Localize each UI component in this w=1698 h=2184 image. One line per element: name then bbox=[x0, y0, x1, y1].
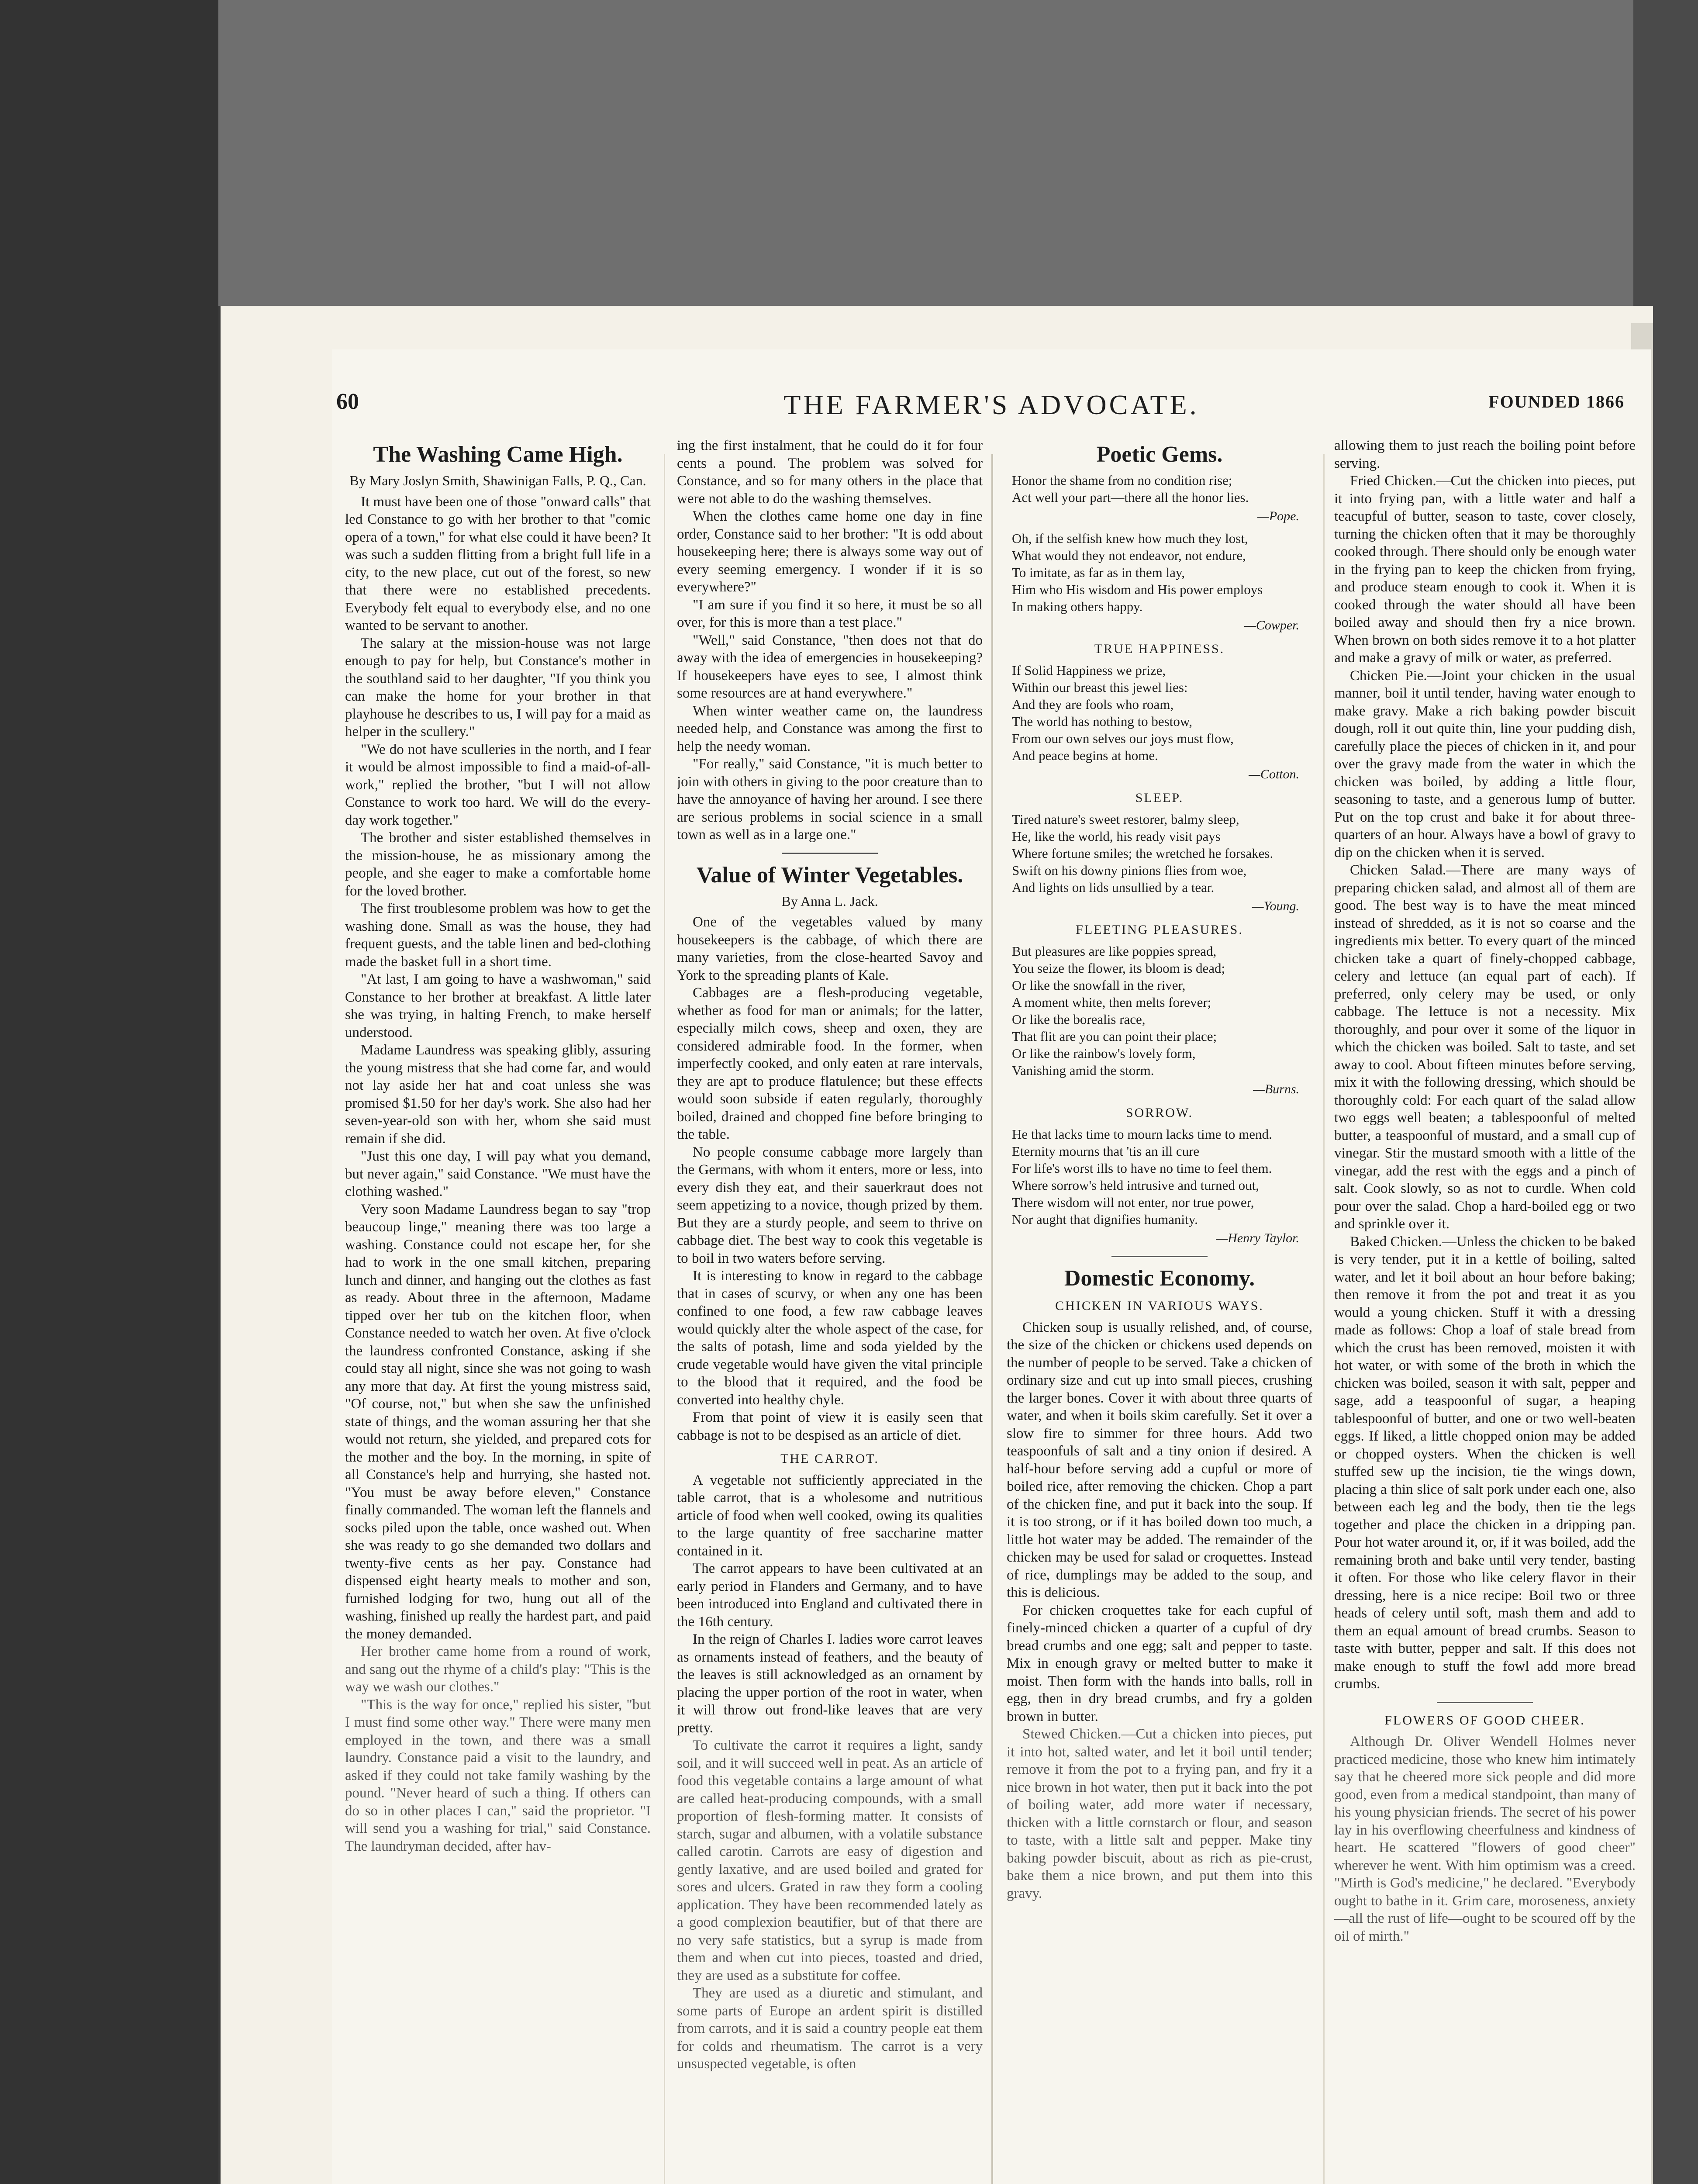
poem-line: Honor the shame from no condition rise; bbox=[1012, 473, 1232, 488]
paragraph: The carrot appears to have been cultivated at an early period in Flanders and Germany, and to have been introduced into England and cultivated there in the 16th century. bbox=[677, 1561, 983, 1630]
byline: By Mary Joslyn Smith, Shawinigan Falls, P. Q., Can. bbox=[349, 473, 646, 488]
paragraph: Stewed Chicken.—Cut a chicken into pieces, put it into hot, salted water, and let it boil until tender; remove it from the pot to a frying pan, and fry it a nice brown in hot water, then put it back into the pot of boiling water, add more water if necessary, thicken with a little cornstarch or flour, and season to taste, with a little salt and pepper. Make tiny baking powder biscuit, about as rich as pie-crust, bake them a nice brown, and put them into this gravy. bbox=[1007, 1726, 1312, 1901]
section-rule bbox=[1437, 1702, 1533, 1703]
poem bbox=[1007, 472, 1312, 506]
film-border-top bbox=[0, 0, 1698, 306]
poem bbox=[1007, 811, 1312, 896]
paragraph: "For really," said Constance, "it is much better to join with others in giving to the poor creature than to have the annoyance of having her around. I see there are serious problems in social science in a small town as well as in a large one." bbox=[677, 756, 983, 843]
subheading: THE CARROT. bbox=[780, 1451, 879, 1466]
column-1 bbox=[345, 437, 651, 2184]
poem-line: From our own selves our joys must flow, bbox=[1012, 730, 1234, 746]
poem-line: He, like the world, his ready visit pays bbox=[1012, 828, 1221, 844]
article-title: Poetic Gems. bbox=[1096, 442, 1223, 467]
paragraph: It must have been one of those "onward calls" that led Constance to go with her brother to that "comic opera of a town," for what else could it have been? It was such a sudden flitting from a bright full life in a city, to the new place, cut out of the forest, so new that there were no established precedents. Everybody felt equal to everybody else, and no one wanted to be servant to another. bbox=[345, 494, 651, 633]
masthead: THE FARMER'S ADVOCATE. bbox=[783, 389, 1199, 420]
paragraph: "I am sure if you find it so here, it must be so all over, for this is more than a test place." bbox=[677, 597, 983, 630]
poem-line: That flit are you can point their place; bbox=[1012, 1028, 1217, 1044]
poem-attribution: —Cowper. bbox=[1244, 618, 1299, 632]
article-title: Domestic Economy. bbox=[1064, 1266, 1255, 1291]
center-fold bbox=[991, 454, 993, 2184]
poem-line: But pleasures are like poppies spread, bbox=[1012, 943, 1217, 959]
subheading: TRUE HAPPINESS. bbox=[1094, 642, 1225, 656]
paragraph: "This is the way for once," replied his sister, "but I must find some other way." There were many men employed in the town, and there was a small laundry. Constance paid a visit to the laundry, and asked if they could not take family washing by the pound. "Never heard of such a thing. If others can do so in other places I can," said the proprietor. "I will send you a washing for trial," said Constance. The laundryman decided, after hav- bbox=[345, 1697, 651, 1854]
paragraph: It is interesting to know in regard to the cabbage that in cases of scurvy, or when any one has been confined to one food, a few raw cabbage leaves would quickly alter the whole aspect of the case, for the salts of potash, lime and soda yielded by the crude vegetable would have given the vital principle to the blood that it required, and the food be converted into healthy chyle. bbox=[677, 1268, 983, 1408]
film-border-left bbox=[0, 0, 218, 2184]
newspaper-page bbox=[221, 306, 1653, 2184]
poem-line: Where sorrow's held intrusive and turned out, bbox=[1012, 1177, 1260, 1193]
poem-line: To imitate, as far as in them lay, bbox=[1012, 564, 1185, 580]
column-gutter bbox=[1323, 454, 1325, 2184]
poem bbox=[1007, 530, 1312, 615]
paragraph: Chicken Pie.—Joint your chicken in the usual manner, boil it until tender, having water enough to make gravy. Make a rich baking powder biscuit dough, roll it out quite thin, line your pudding dish, carefully place the pieces of chicken in it, and pour over the gravy made from the water in which the chicken was boiled, by adding a little flour, seasoning to taste, and a generous lump of butter. Put on the top crust and bake it for about three-quarters of an hour. Always have a bowl of gravy to dip on the chicken when it is served. bbox=[1334, 667, 1636, 860]
page-sheet bbox=[332, 349, 1651, 2184]
poem-line: Nor aught that dignifies humanity. bbox=[1012, 1211, 1198, 1227]
paragraph: allowing them to just reach the boiling point before serving. bbox=[1334, 438, 1636, 471]
poem-line: Or like the borealis race, bbox=[1012, 1011, 1146, 1027]
article-title: The Washing Came High. bbox=[373, 442, 623, 467]
poem-line: Vanishing amid the storm. bbox=[1012, 1062, 1154, 1078]
paragraph: ing the first instalment, that he could do it for four cents a pound. The problem was solved for Constance, and so for many others in the place that were not able to do the washing themselves. bbox=[677, 438, 983, 507]
paragraph: No people consume cabbage more largely than the Germans, with whom it enters, more or less, into every dish they eat, and their sauerkraut does not seem appetizing to a novice, though prized by them. But they are a sturdy people, and seem to thrive on cabbage diet. The best way to cook this vegetable is to boil in two waters before serving. bbox=[677, 1144, 983, 1266]
paragraph: Her brother came home from a round of work, and sang out the rhyme of a child's play: "This is the way we wash our clothes." bbox=[345, 1644, 651, 1695]
poem-line: Him who His wisdom and His power employs bbox=[1012, 581, 1263, 597]
paragraph: One of the vegetables valued by many housekeepers is the cabbage, of which there are many varieties, from the close-hearted Savoy and York to the spreading plants of Kale. bbox=[677, 914, 983, 983]
paragraph: In the reign of Charles I. ladies wore carrot leaves as ornaments instead of feathers, and the beauty of the leaves is still acknowledged as an ornament by placing the upper portion of the root in water, when it will throw out frond-like leaves that are very pretty. bbox=[677, 1631, 983, 1736]
poem-line: Swift on his downy pinions flies from woe, bbox=[1012, 862, 1247, 878]
poem-line: Eternity mourns that 'tis an ill cure bbox=[1012, 1143, 1200, 1159]
poem-line: And peace begins at home. bbox=[1012, 747, 1158, 763]
poem-line: You seize the flower, its bloom is dead; bbox=[1012, 960, 1225, 976]
poem-attribution: —Cotton. bbox=[1249, 767, 1299, 781]
paragraph: "Just this one day, I will pay what you demand, but never again," said Constance. "We must have the clothing washed." bbox=[345, 1148, 651, 1199]
paragraph: The first troublesome problem was how to get the washing done. Small as was the house, they had frequent guests, and the table linen and bed-clothing made the basket full in a short time. bbox=[345, 901, 651, 970]
paragraph: To cultivate the carrot it requires a light, sandy soil, and it will succeed well in peat. As an article of food this vegetable contains a large amount of what are called heat-producing compounds, with a small proportion of flesh-forming matter. It consists of starch, sugar and albumen, with a volatile substance called carotin. Carrots are easy of digestion and gently laxative, and are used boiled and grated for sores and ulcers. Grated in raw they form a cooling application. They have been recommended lately as a good complexion beautifier, but of that there are no very safe statistics, but a syrup is made from them and when cut into pieces, toasted and dried, they are used as a substitute for coffee. bbox=[677, 1738, 983, 1984]
page-number: 60 bbox=[336, 389, 359, 414]
paragraph: When winter weather came on, the laundress needed help, and Constance was among the first to help the needy woman. bbox=[677, 703, 983, 754]
subheading: SORROW. bbox=[1125, 1106, 1194, 1120]
paragraph: Fried Chicken.—Cut the chicken into pieces, put it into frying pan, with a little water and half a teacupful of butter, season to taste, cover closely, turning the chicken often that it may be thoroughly cooked through. There should only be enough water in the frying pan to keep the chicken from frying, and produce steam enough to cook it. When it is cooked through the water should all have been boiled away and should then fry a nice brown. When brown on both sides remove it to a hot platter and make a gravy of milk or water, as preferred. bbox=[1334, 473, 1636, 666]
section-rule bbox=[782, 853, 878, 854]
paragraph: From that point of view it is easily seen that cabbage is not to be despised as an article of diet. bbox=[677, 1410, 983, 1443]
poem bbox=[1007, 943, 1312, 1079]
poem-line: Or like the rainbow's lovely form, bbox=[1012, 1045, 1196, 1061]
paragraph: For chicken croquettes take for each cupful of finely-minced chicken a quarter of a cupful of dry bread crumbs and one egg; salt and pepper to taste. Mix in enough gravy or melted butter to make it moist. Then form with the hands into balls, roll in egg, then in dry bread crumbs, and fry a golden brown in butter. bbox=[1007, 1602, 1312, 1724]
column-4 bbox=[1334, 437, 1636, 2184]
paragraph: The salary at the mission-house was not large enough to pay for help, but Constance's mother in the southland said to her daughter, "If you think you can make the home for your brother in that playhouse he describes to us, I will pay for a maid as helper in the scullery." bbox=[345, 635, 651, 740]
column-gutter bbox=[664, 454, 665, 2184]
paragraph: Cabbages are a flesh-producing vegetable, whether as food for man or animals; for the latter, especially milch cows, sheep and oxen, they are considered admirable food. In the former, when imperfectly cooked, and only eaten at rare intervals, they are apt to produce flatulence; but these effects would soon subside if eaten regularly, thoroughly boiled, drained and chopped fine before bringing to the table. bbox=[677, 985, 983, 1142]
poem-attribution: —Burns. bbox=[1253, 1082, 1299, 1096]
poem-line: There wisdom will not enter, nor true power, bbox=[1012, 1194, 1254, 1210]
poem-line: And lights on lids unsullied by a tear. bbox=[1012, 879, 1215, 895]
paragraph: They are used as a diuretic and stimulant, and some parts of Europe an ardent spirit is distilled from carrots, and it is said a country people eat them for colds and rheumatism. The carrot is a very unsuspected vegetable, is often bbox=[677, 1985, 983, 2072]
poem-attribution: —Young. bbox=[1252, 898, 1299, 913]
subheading: FLOWERS OF GOOD CHEER. bbox=[1384, 1713, 1585, 1728]
page-header bbox=[332, 389, 1633, 428]
subheading: FLEETING PLEASURES. bbox=[1076, 923, 1243, 937]
poem-line: A moment white, then melts forever; bbox=[1012, 994, 1211, 1010]
subheading: CHICKEN IN VARIOUS WAYS. bbox=[1055, 1299, 1264, 1313]
poem-line: What would they not endeavor, not endure, bbox=[1012, 547, 1246, 563]
section-rule bbox=[1111, 1256, 1208, 1257]
paragraph: Very soon Madame Laundress began to say "trop beaucoup linge," meaning there was too large a washing. Constance could not escape her, for she had to work in the one small kitchen, preparing lunch and dinner, and hanging out the clothes as fast as ready. About three in the afternoon, Madame tipped over her tub on the kitchen floor, when Constance needed to watch her oven. At five o'clock the laundress confronted Constance, asking if she could stay all night, since she was not going to wash any more that day. At first the young mistress said, "Of course, not," but when she saw the unfinished state of things, and the woman assuring her that she would not return, she yielded, and prepared cots for the mother and the boy. In the morning, in spite of all Constance's help and hurrying, she hasted not. "You must be away before eleven," Constance finally commanded. The woman left the flannels and socks piled upon the table, once washed out. When she was ready to go she demanded two dollars and twenty-five cents as her pay. Constance had dispensed eight hearty meals to mother and son, furnished lodging for two, hung out all of the washing, finished up really the hardest part, and paid the money demanded. bbox=[345, 1201, 651, 1642]
poem-line: Act well your part—there all the honor lies. bbox=[1012, 490, 1249, 505]
poem-line: And they are fools who roam, bbox=[1012, 696, 1174, 712]
paragraph: The brother and sister established themselves in the mission-house, he as missionary among the people, and she eager to make a comfortable home for the loved brother. bbox=[345, 830, 651, 899]
poem-line: For life's worst ills to have no time to feel them. bbox=[1012, 1160, 1272, 1176]
byline: By Anna L. Jack. bbox=[781, 893, 878, 909]
poem-line: Where fortune smiles; the wretched he forsakes. bbox=[1012, 845, 1274, 861]
poem bbox=[1007, 1126, 1312, 1228]
paragraph: When the clothes came home one day in fine order, Constance said to her brother: "It is odd about housekeeping here; there is always some way out of every seeming emergency. I wonder if it is so everywhere?" bbox=[677, 508, 983, 595]
paragraph: A vegetable not sufficiently appreciated in the table carrot, that is a wholesome and nutritious article of food when well cooked, owing its qualities to the large quantity of free saccharine matter contained in it. bbox=[677, 1472, 983, 1559]
subheading: SLEEP. bbox=[1135, 791, 1184, 805]
poem-line: Or like the snowfall in the river, bbox=[1012, 977, 1186, 993]
poem-line: Within our breast this jewel lies: bbox=[1012, 679, 1188, 695]
paragraph: Madame Laundress was speaking glibly, assuring the young mistress that she had come far, and would not lay aside her hat and coat unless she was promised $1.50 for her day's work. She also had her seven-year-old son with her, whom she said must remain if she did. bbox=[345, 1042, 651, 1147]
poem-line: In making others happy. bbox=[1012, 598, 1143, 614]
column-3 bbox=[1007, 437, 1312, 2184]
founded-note: FOUNDED 1866 bbox=[1488, 392, 1625, 411]
paragraph: "At last, I am going to have a washwoman," said Constance to her brother at breakfast. A little later she was trying, in halting French, to make herself understood. bbox=[345, 971, 651, 1040]
poem-attribution: —Pope. bbox=[1257, 509, 1299, 523]
poem bbox=[1007, 662, 1312, 764]
paragraph: Chicken Salad.—There are many ways of preparing chicken salad, and almost all of them are good. The best way is to have the meat minced instead of shredded, as it is not so coarse and the ingredients mix better. To every quart of the minced chicken take a quart of finely-chopped cabbage, celery and lettuce (an equal part of each). If preferred, only celery may be used, or only cabbage. The lettuce is not a necessity. Mix thoroughly, and pour over it some of the liquor in which the chicken was boiled. Salt to taste, and set away to cool. About fifteen minutes before serving, mix it with the following dressing, which should be thoroughly cold: For each quart of the salad allow two eggs well beaten; a tablespoonful of melted butter, a teaspoonful of mustard, and a small cup of vinegar. Stir the mustard smooth with a little of the vinegar, add the rest with the eggs and a pinch of salt. Cook slowly, so as not to curdle. When cold pour over the salad. Chop a hard-boiled egg or two and sprinkle over it. bbox=[1334, 862, 1636, 1232]
paragraph: Although Dr. Oliver Wendell Holmes never practiced medicine, those who knew him intimately say that he cheered more sick people and did more good, even from a medical standpoint, than many of his young physician friends. The secret of his power lay in his overflowing cheerfulness and kindness of heart. He scattered "flowers of good cheer" wherever he went. With him optimism was a creed. "Mirth is God's medicine," he declared. "Everybody ought to bathe in it. Grim care, moroseness, anxiety—all the rust of life—ought to be scoured off by the oil of mirth." bbox=[1334, 1734, 1636, 1944]
article-title: Value of Winter Vegetables. bbox=[696, 862, 963, 888]
poem-line: He that lacks time to mourn lacks time to mend. bbox=[1012, 1126, 1272, 1142]
poem-line: The world has nothing to bestow, bbox=[1012, 713, 1192, 729]
paragraph: Chicken soup is usually relished, and, of course, the size of the chicken or chickens used depends on the number of people to be served. Take a chicken of ordinary size and cut up into small pieces, crushing the larger bones. Cover it with about three quarts of water, and when it boils skim carefully. Set it over a slow fire to simmer for three hours. Add two teaspoonfuls of salt and a tiny onion if desired. A half-hour before serving add a cupful or more of boiled rice, after removing the chicken. Chop a part of the chicken fine, and put it back into the soup. If it is too strong, or if it has boiled down too much, a little hot water may be added. The remainder of the chicken may be used for salad or croquettes. Instead of rice, dumplings may be added to the soup, and this is delicious. bbox=[1007, 1319, 1312, 1600]
poem-line: Tired nature's sweet restorer, balmy sleep, bbox=[1012, 811, 1239, 827]
paragraph: Baked Chicken.—Unless the chicken to be baked is very tender, put it in a kettle of boiling, salted water, and let it boil about an hour before baking; then remove it from the pot and treat it as you would a young chicken. Stuff it with a dressing made as follows: Chop a loaf of stale bread from which the crust has been removed, moisten it with hot water, or with some of the broth in which the chicken was boiled, season it with salt, pepper and sage, add a teaspoonful of sugar, a heaping tablespoonful of butter, and one or two well-beaten eggs. If liked, a little chopped onion may be added or chopped oysters. When the chicken is well stuffed sew up the incision, tie the wings down, placing a thin slice of salt pork under each one, also between each leg and the body, then tie the legs together and place the chicken in a dripping pan. Pour hot water around it, or, if it was boiled, add the remaining broth and bake until very tender, basting it often. For those who like celery flavor in their dressing, here is a nice recipe: Boil two or three heads of celery until soft, mash them and add to them an equal amount of bread crumbs. Season to taste with butter, pepper and salt. If this does not make enough to stuff the fowl add more bread crumbs. bbox=[1334, 1234, 1636, 1692]
poem-line: Oh, if the selfish knew how much they lost, bbox=[1012, 530, 1248, 546]
poem-line: If Solid Happiness we prize, bbox=[1012, 662, 1166, 678]
paragraph: "We do not have sculleries in the north, and I fear it would be almost impossible to find a maid-of-all-work," replied the brother, "but I will not allow Constance to work too hard. We will do the every-day work together." bbox=[345, 741, 651, 828]
paragraph: "Well," said Constance, "then does not that do away with the idea of emergencies in housekeeping? If housekeepers have eyes to see, I almost think some resources are at hand everywhere." bbox=[677, 632, 983, 701]
poem-attribution: —Henry Taylor. bbox=[1216, 1230, 1299, 1245]
column-2 bbox=[677, 437, 983, 2184]
